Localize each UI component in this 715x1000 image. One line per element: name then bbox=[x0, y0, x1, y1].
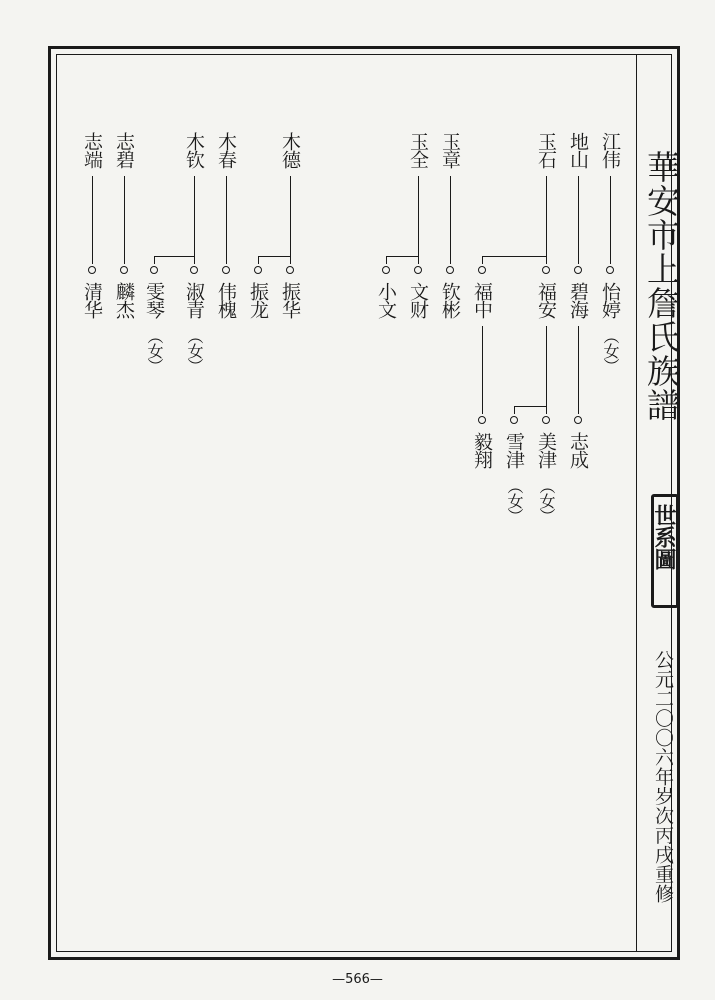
name-xuejin: 雪津 bbox=[503, 432, 525, 468]
descendant-marker bbox=[510, 416, 518, 424]
descendant-marker bbox=[382, 266, 390, 274]
gender-note: （女） bbox=[601, 328, 620, 373]
margin-divider bbox=[636, 54, 637, 952]
descendant-marker bbox=[222, 266, 230, 274]
descendant-marker bbox=[254, 266, 262, 274]
name-shuqing: 淑青 bbox=[183, 282, 205, 318]
lineage-line bbox=[194, 256, 195, 264]
descendant-marker bbox=[150, 266, 158, 274]
name-xiaowen: 小文 bbox=[375, 282, 397, 318]
lineage-line bbox=[290, 176, 291, 256]
name-qinbin: 钦彬 bbox=[439, 282, 461, 318]
section-label: 世系圖 bbox=[651, 504, 677, 570]
revision-note: 公元二〇〇六年岁次丙戌重修 bbox=[652, 650, 674, 904]
sibling-bracket bbox=[514, 406, 547, 407]
lineage-line bbox=[226, 176, 227, 264]
sibling-bracket bbox=[482, 256, 547, 257]
name-wencai: 文财 bbox=[407, 282, 429, 318]
lineage-line bbox=[578, 176, 579, 264]
lineage-line bbox=[258, 256, 259, 264]
lineage-line bbox=[546, 176, 547, 256]
name-zhiduan: 志端 bbox=[81, 132, 103, 168]
descendant-marker bbox=[606, 266, 614, 274]
name-yushi: 玉石 bbox=[535, 132, 557, 168]
gender-note: （女） bbox=[145, 328, 164, 373]
name-linjie: 麟杰 bbox=[113, 282, 135, 318]
descendant-marker bbox=[542, 266, 550, 274]
name-wenqin: 雯琴 bbox=[143, 282, 165, 318]
lineage-line bbox=[386, 256, 387, 264]
gender-note: （女） bbox=[505, 478, 524, 523]
lineage-line bbox=[546, 406, 547, 414]
descendant-marker bbox=[286, 266, 294, 274]
descendant-marker bbox=[120, 266, 128, 274]
lineage-line bbox=[290, 256, 291, 264]
descendant-marker bbox=[574, 416, 582, 424]
descendant-marker bbox=[542, 416, 550, 424]
lineage-line bbox=[418, 176, 419, 256]
name-mude: 木德 bbox=[279, 132, 301, 168]
name-yiting: 怡婷 bbox=[599, 282, 621, 318]
descendant-marker bbox=[88, 266, 96, 274]
descendant-marker bbox=[478, 266, 486, 274]
name-weihuai: 伟槐 bbox=[215, 282, 237, 318]
gender-note: （女） bbox=[185, 328, 204, 373]
lineage-line bbox=[546, 326, 547, 406]
name-yuquan: 玉全 bbox=[407, 132, 429, 168]
page-number: —566— bbox=[332, 972, 383, 987]
sibling-bracket bbox=[386, 256, 419, 257]
descendant-marker bbox=[446, 266, 454, 274]
name-qinghua: 清华 bbox=[81, 282, 103, 318]
lineage-line bbox=[610, 176, 611, 264]
name-bihai: 碧海 bbox=[567, 282, 589, 318]
lineage-line bbox=[482, 256, 483, 264]
lineage-line bbox=[418, 256, 419, 264]
name-zhenlong: 振龙 bbox=[247, 282, 269, 318]
book-title: 華安市上詹氏族譜 bbox=[642, 150, 681, 422]
page-border-inner bbox=[56, 54, 672, 952]
lineage-line bbox=[482, 326, 483, 414]
name-zhibi: 志碧 bbox=[113, 132, 135, 168]
gender-note: （女） bbox=[537, 478, 556, 523]
lineage-line bbox=[450, 176, 451, 264]
name-zhenhua: 振华 bbox=[279, 282, 301, 318]
lineage-line bbox=[546, 256, 547, 264]
lineage-line bbox=[154, 256, 155, 264]
name-zhicheng: 志成 bbox=[567, 432, 589, 468]
descendant-marker bbox=[190, 266, 198, 274]
lineage-line bbox=[514, 406, 515, 414]
lineage-line bbox=[124, 176, 125, 264]
lineage-line bbox=[92, 176, 93, 264]
sibling-bracket bbox=[258, 256, 291, 257]
name-dishan: 地山 bbox=[567, 132, 589, 168]
name-yixiang: 毅翔 bbox=[471, 432, 493, 468]
name-fuzhong: 福中 bbox=[471, 282, 493, 318]
lineage-line bbox=[194, 176, 195, 256]
descendant-marker bbox=[478, 416, 486, 424]
name-meijin: 美津 bbox=[535, 432, 557, 468]
name-fuan: 福安 bbox=[535, 282, 557, 318]
name-muchun: 木春 bbox=[215, 132, 237, 168]
descendant-marker bbox=[574, 266, 582, 274]
name-muqin: 木钦 bbox=[183, 132, 205, 168]
name-yuzhang: 玉章 bbox=[439, 132, 461, 168]
sibling-bracket bbox=[154, 256, 195, 257]
lineage-line bbox=[578, 326, 579, 414]
descendant-marker bbox=[414, 266, 422, 274]
name-jiangwei: 江伟 bbox=[599, 132, 621, 168]
